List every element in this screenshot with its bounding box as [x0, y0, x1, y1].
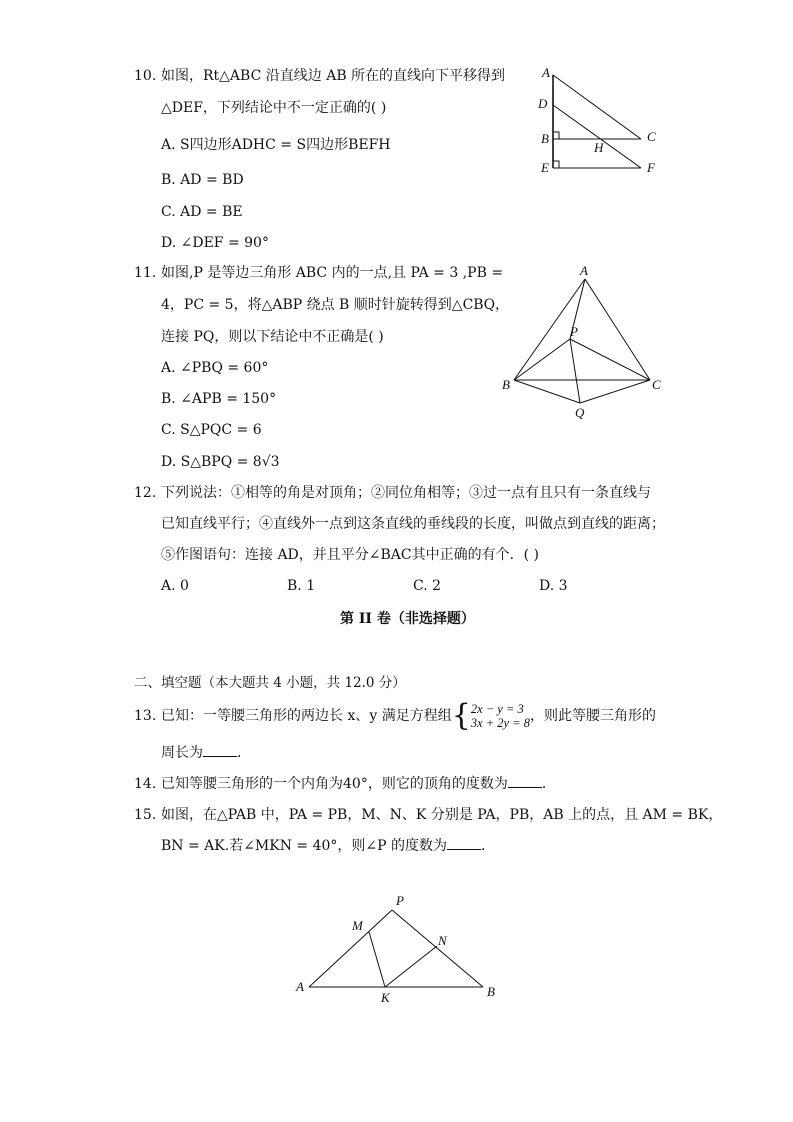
q13-equation-1: 2x − y = 3: [470, 702, 524, 716]
q15-number: 15.: [134, 807, 157, 823]
q10-option-c: C. AD = BE: [161, 204, 243, 220]
q14-stem: 已知等腰三角形的一个内角为40°，则它的顶角的度数为 ．: [161, 776, 556, 792]
q15-stem-line1: 如图，在△PAB 中，PA = PB，M、N、K 分别是 PA，PB，AB 上的点，且 AM = BK，: [161, 807, 723, 823]
q12-option-c: C. 2: [413, 578, 442, 594]
q12-option-d: D. 3: [539, 578, 568, 594]
q12-number: 12.: [134, 485, 157, 501]
q10-label-c: C: [647, 129, 656, 144]
q13-stem-post: ，则此等腰三角形的: [530, 708, 657, 724]
q11-option-c: C. S△PQC = 6: [161, 422, 262, 438]
q11-option-d: D. S△BPQ = 8√3: [161, 454, 280, 470]
q11-label-c: C: [652, 377, 661, 392]
q12-stem-line2: 已知直线平行；④直线外一点到这条直线的垂线段的长度，叫做点到直线的距离；: [161, 516, 665, 532]
q15-stem-line2-text: BN = AK.若∠MKN = 40°，则∠P 的度数为: [161, 838, 448, 854]
q10-label-e: E: [541, 160, 549, 175]
q13-stem-line2: 周长为 ．: [161, 745, 251, 761]
q10-stem-line2: △DEF，下列结论中不一定正确的( ): [161, 100, 387, 116]
section-title: 第 II 卷（非选择题）: [340, 611, 475, 627]
q11-option-a: A. ∠PBQ = 60°: [161, 360, 269, 376]
q12-stem-line1: 下列说法：①相等的角是对顶角；②同位角相等；③过一点有且只有一条直线与: [161, 485, 651, 501]
system-brace: {: [451, 698, 471, 733]
q11-stem-line1: 如图,P 是等边三角形 ABC 内的一点,且 PA = 3 ,PB =: [161, 265, 504, 281]
q11-label-q: Q: [575, 405, 585, 420]
q10-option-d: D. ∠DEF = 90°: [161, 235, 269, 251]
q10-label-a: A: [542, 65, 550, 80]
q15-stem-line2: BN = AK.若∠MKN = 40°，则∠P 的度数为 ．: [161, 838, 496, 854]
q12-option-a: A. 0: [161, 578, 189, 594]
q11-option-b: B. ∠APB = 150°: [161, 391, 277, 407]
q14-number: 14.: [134, 776, 157, 792]
q11-number: 11.: [134, 265, 157, 281]
q13-number: 13.: [134, 708, 157, 724]
q10-option-b: B. AD = BD: [161, 172, 244, 188]
q11-label-p: P: [570, 324, 578, 339]
q10-option-a: A. S四边形ADHC = S四边形BEFH: [161, 137, 391, 153]
q14-stem-text: 已知等腰三角形的一个内角为40°，则它的顶角的度数为: [161, 776, 508, 792]
q11-label-a: A: [580, 263, 588, 278]
part-two-heading: 二、填空题（本大题共 4 小题，共 12.0 分）: [134, 675, 406, 691]
q15-label-p: P: [396, 893, 404, 908]
q15-label-a: A: [296, 979, 304, 994]
q13-stem-answer-prompt: 周长为: [161, 745, 203, 761]
q10-label-h: H: [594, 140, 604, 155]
q15-label-k: K: [381, 990, 390, 1005]
q15-label-b: B: [487, 984, 495, 999]
q12-stem-line3: ⑤作图语句：连接 AD，并且平分∠BAC其中正确的有个．( ): [161, 547, 539, 563]
q12-option-b: B. 1: [287, 578, 316, 594]
q10-number: 10.: [134, 68, 157, 84]
q11-label-b: B: [502, 377, 510, 392]
q10-stem-line1: 如图，Rt△ABC 沿直线边 AB 所在的直线向下平移得到: [161, 68, 506, 84]
q10-label-b: B: [541, 131, 549, 146]
q10-label-f: F: [647, 160, 655, 175]
q11-stem-line2: 4，PC = 5，将△ABP 绕点 B 顺时针旋转得到△CBQ，: [161, 297, 510, 313]
q13-stem-pre: 已知：一等腰三角形的两边长 x、y 满足方程组: [161, 708, 452, 724]
q15-label-m: M: [352, 918, 363, 933]
q10-label-d: D: [538, 96, 548, 111]
q11-stem-line3: 连接 PQ，则以下结论中不正确是( ): [161, 329, 384, 345]
q15-label-n: N: [438, 933, 447, 948]
q13-equation-2: 3x + 2y = 8: [470, 716, 531, 730]
